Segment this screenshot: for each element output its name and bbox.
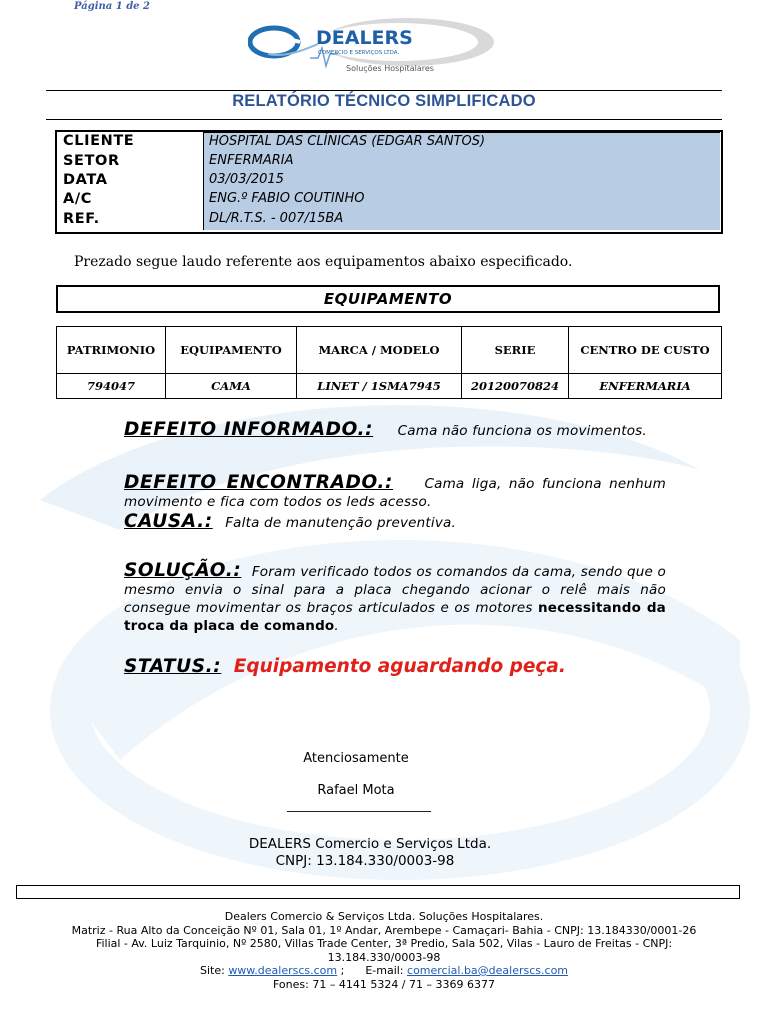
label-ac: A/C	[63, 191, 92, 207]
col-patrimonio: PATRIMONIO	[57, 327, 166, 374]
table-header-row	[57, 327, 722, 374]
defeito-encontrado-text: Cama liga, não funciona nenhum movimento e fica com todos os leds acesso.	[124, 476, 666, 510]
solucao-text: Foram verificado todos os comandos da cama, sendo que o mesmo envia o sinal para a placa chegando acionar o relê mais não consegue movimentar os braços articulados e os motores	[124, 564, 666, 616]
background-watermark	[0, 380, 768, 900]
col-centro-custo: CENTRO DE CUSTO	[569, 327, 722, 374]
cell-marca-modelo: LINET / 1SMA7945	[297, 374, 462, 399]
footer-filial-cnpj: 13.184.330/0003-98	[327, 950, 441, 964]
svg-text:DEALERS: DEALERS	[316, 27, 413, 49]
footer-site-label: Site:	[199, 964, 229, 977]
col-marca-modelo: MARCA / MODELO	[297, 327, 462, 374]
page-number: Página 1 de 2	[74, 1, 150, 12]
defeito-encontrado-label: DEFEITO ENCONTRADO.:	[124, 472, 394, 493]
info-labels	[57, 132, 203, 232]
title-rule-top	[46, 90, 722, 91]
causa-section	[124, 513, 666, 532]
status-label: STATUS.:	[124, 656, 222, 677]
cell-centro-custo: ENFERMARIA	[569, 374, 722, 399]
cell-serie: 20120070824	[462, 374, 569, 399]
defeito-informado-text: Cama não funciona os movimentos.	[397, 423, 647, 439]
equipment-heading: EQUIPAMENTO	[56, 285, 720, 313]
footer-filial: Filial - Av. Luiz Tarquinio, Nº 2580, Villas Trade Center, 3ª Predio, Sala 502, Vilas - Lauro de Freitas - CNPJ:	[95, 937, 673, 950]
col-serie: SERIE	[462, 327, 569, 374]
svg-text:Soluções Hospitalares: Soluções Hospitalares	[346, 64, 434, 73]
solucao-section	[124, 562, 666, 635]
label-data: DATA	[63, 172, 108, 188]
label-ref: REF.	[63, 211, 100, 227]
footer-company: Dealers Comercio & Serviços Ltda. Soluções Hospitalares.	[224, 910, 544, 923]
defeito-encontrado-section	[124, 474, 666, 511]
intro-text: Prezado segue laudo referente aos equipamentos abaixo especificado.	[74, 254, 573, 270]
email-link[interactable]: comercial.ba@dealerscs.com	[407, 964, 569, 977]
info-values	[203, 132, 720, 230]
closing-text: Atenciosamente	[303, 751, 409, 766]
status-value: Equipamento aguardando peça.	[233, 656, 566, 677]
value-ac: ENG.º FABIO COUTINHO	[209, 191, 365, 206]
cell-patrimonio: 794047	[57, 374, 166, 399]
footer-divider-box	[16, 885, 740, 899]
value-cliente: HOSPITAL DAS CLÍNICAS (EDGAR SANTOS)	[209, 134, 486, 149]
signature-line: ________________________	[287, 798, 431, 812]
label-cliente: CLIENTE	[63, 133, 135, 149]
title-rule-bottom	[46, 119, 722, 120]
footer	[30, 910, 738, 991]
table-row	[57, 374, 722, 399]
company-logo	[248, 14, 498, 78]
solucao-end: .	[334, 618, 339, 634]
solucao-label: SOLUÇÃO.:	[124, 560, 242, 581]
cell-equipamento: CAMA	[166, 374, 297, 399]
value-ref: DL/R.T.S. - 007/15BA	[209, 211, 344, 226]
client-info-box	[55, 130, 723, 234]
website-link[interactable]: www.dealerscs.com	[228, 964, 338, 977]
col-equipamento: EQUIPAMENTO	[166, 327, 297, 374]
defeito-informado-label: DEFEITO INFORMADO.:	[124, 419, 374, 440]
company-cnpj: CNPJ: 13.184.330/0003-98	[275, 853, 455, 869]
equipment-table	[56, 326, 722, 399]
causa-text: Falta de manutenção preventiva.	[225, 515, 457, 531]
footer-phones: Fones: 71 – 4141 5324 / 71 – 3369 6377	[273, 977, 495, 991]
signer-name: Rafael Mota	[317, 783, 395, 798]
footer-email-label: ; E-mail:	[337, 964, 408, 977]
value-data: 03/03/2015	[209, 172, 284, 187]
value-setor: ENFERMARIA	[209, 153, 294, 168]
footer-contact	[30, 964, 738, 978]
company-name: DEALERS Comercio e Serviços Ltda.	[248, 836, 492, 852]
causa-label: CAUSA.:	[124, 511, 213, 532]
label-setor: SETOR	[63, 153, 120, 169]
footer-matriz: Matriz - Rua Alto da Conceição Nº 01, Sala 01, 1º Andar, Arembepe - Camaçari- Bahia - CNPJ: 13.184330/0001-26	[71, 923, 697, 937]
solucao-bold-text: necessitando da troca da placa de comando	[124, 600, 666, 634]
report-title: RELATÓRIO TÉCNICO SIMPLIFICADO	[232, 92, 536, 110]
svg-text:COMERCIO E SERVIÇOS LTDA.: COMERCIO E SERVIÇOS LTDA.	[318, 50, 400, 56]
defeito-informado-section	[124, 421, 666, 440]
status-section	[124, 656, 566, 677]
